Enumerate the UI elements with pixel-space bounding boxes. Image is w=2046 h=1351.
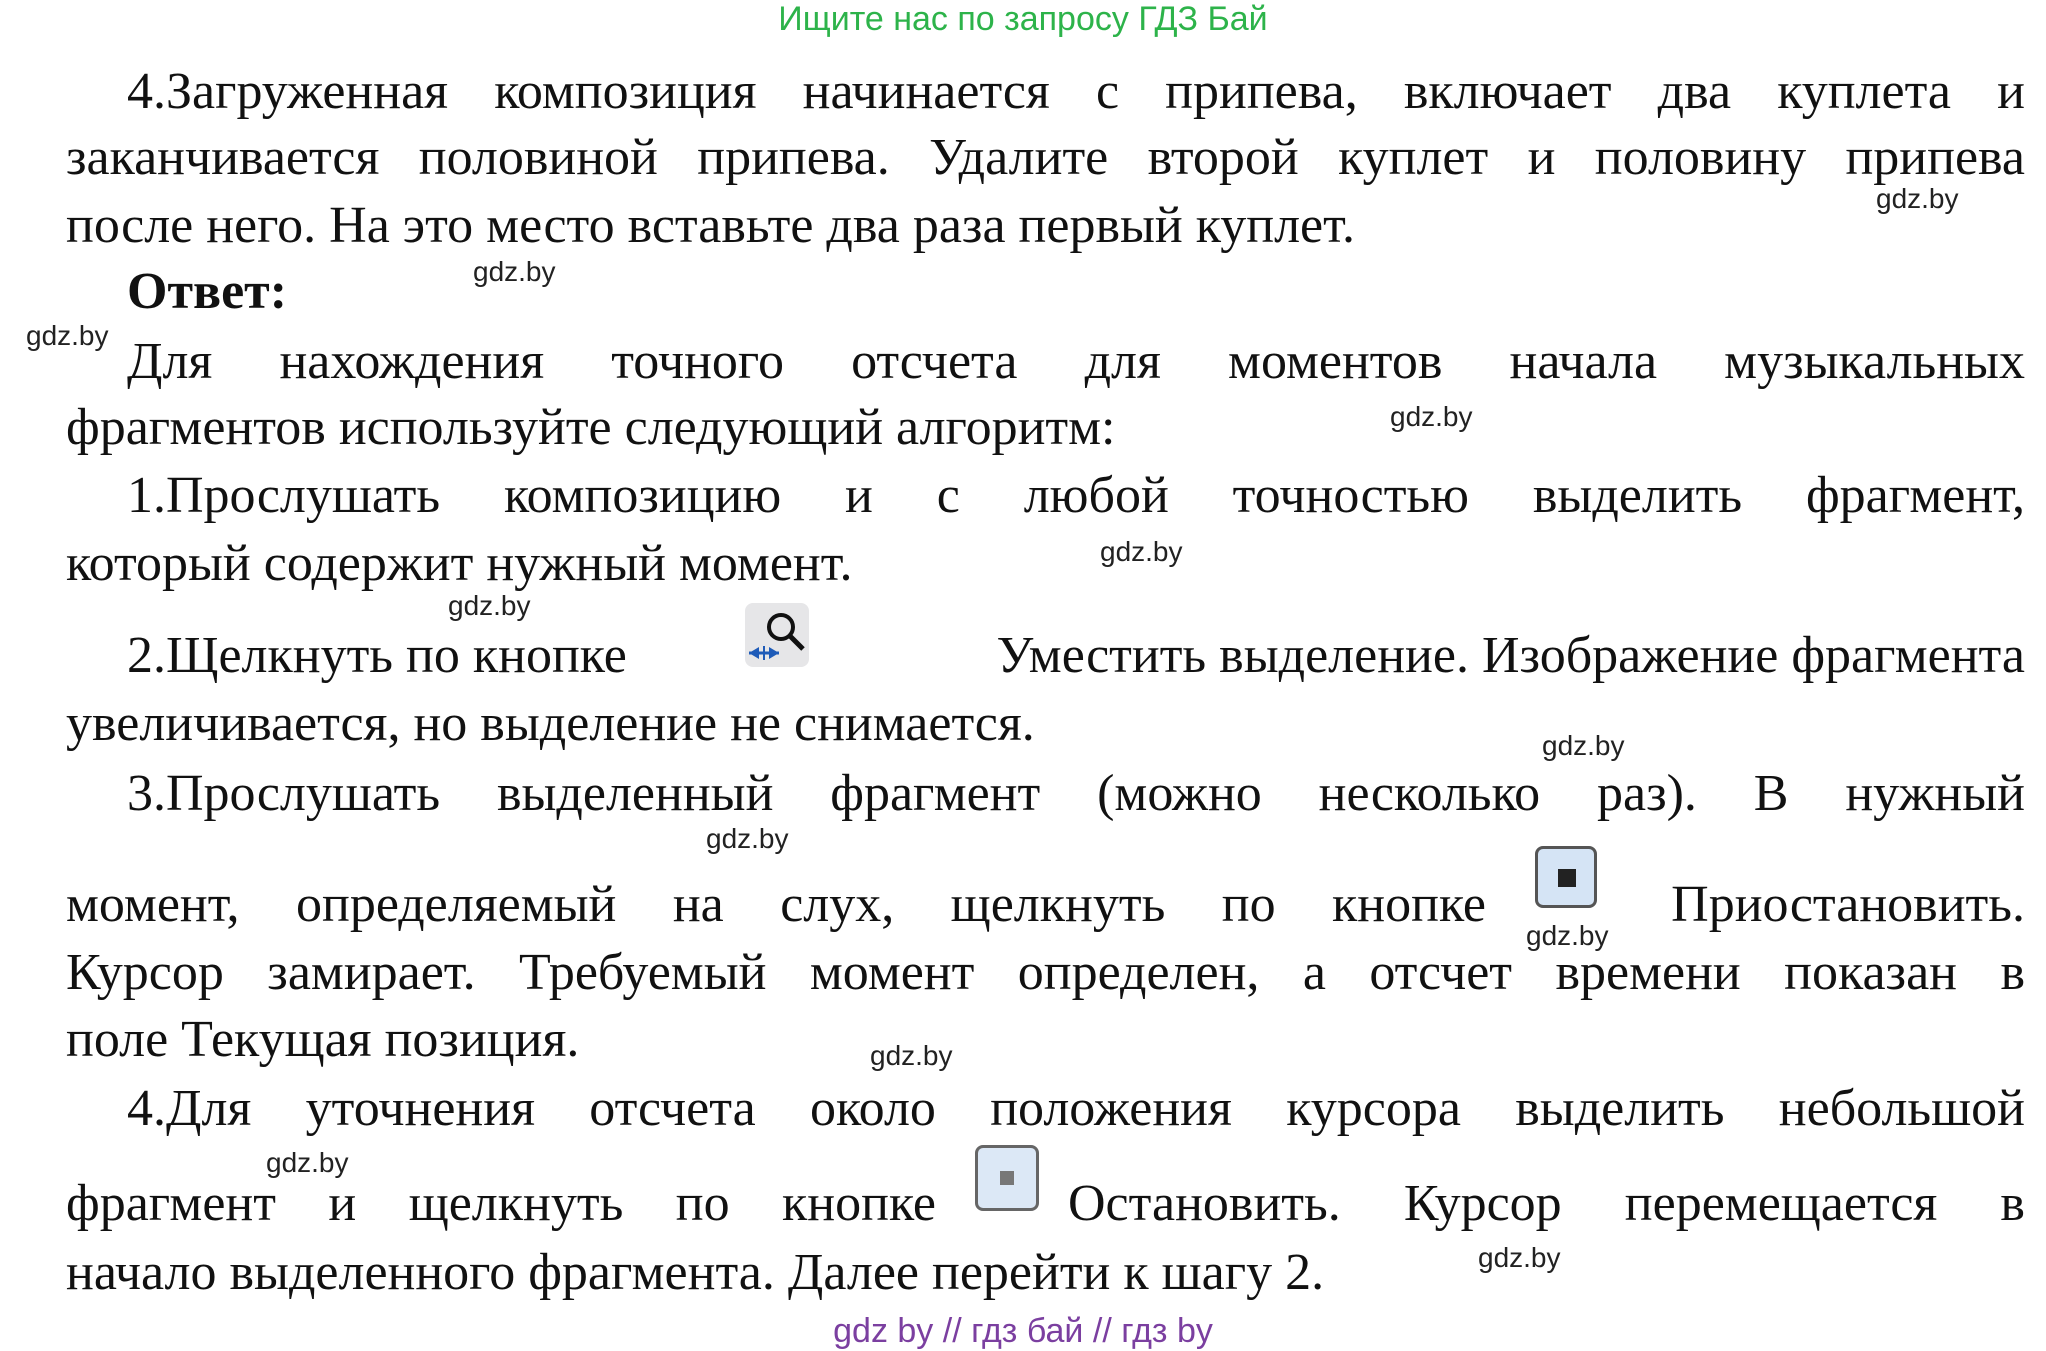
task-line: после него. На это место вставьте два раза первый куплет. — [66, 197, 1355, 254]
footer-banner: gdz by // гдз бай // гдз by — [833, 1312, 1213, 1350]
step4-before: фрагмент и щелкнуть по кнопке — [66, 1175, 936, 1232]
step1-line: 1.Прослушать композицию и с любой точностью выделить фрагмент, — [127, 467, 2025, 524]
watermark: gdz.by — [1478, 1242, 1561, 1273]
step1-line: который содержит нужный момент. — [66, 535, 853, 592]
zoom-to-selection-icon — [745, 603, 809, 667]
step4-line: начало выделенного фрагмента. Далее перейти к шагу 2. — [66, 1244, 1325, 1301]
step3-before: момент, определяемый на слух, щелкнуть по кнопке — [66, 876, 1486, 933]
watermark: gdz.by — [448, 590, 531, 621]
intro-line: фрагментов используйте следующий алгоритм: — [66, 399, 1116, 456]
watermark: gdz.by — [1390, 401, 1473, 432]
watermark: gdz.by — [26, 320, 109, 351]
stop-button-icon — [975, 1145, 1039, 1211]
step4-line: 4.Для уточнения отсчета около положения курсора выделить небольшой — [127, 1080, 2025, 1137]
step2-after: Уместить выделение. Изображение фрагмента — [996, 627, 2025, 684]
task-line: 4.Загруженная композиция начинается с припева, включает два куплета и — [127, 63, 2025, 120]
step2-before: 2.Щелкнуть по кнопке — [127, 627, 627, 684]
step4-after: Остановить. Курсор перемещается в — [1068, 1175, 2025, 1232]
step3-line: поле Текущая позиция. — [66, 1011, 580, 1068]
watermark: gdz.by — [870, 1040, 953, 1071]
pause-button-icon — [1535, 846, 1597, 908]
watermark: gdz.by — [473, 256, 556, 287]
step3-line: Курсор замирает. Требуемый момент определен, а отсчет времени показан в — [66, 944, 2025, 1001]
step3-after: Приостановить. — [1671, 876, 2025, 933]
watermark: gdz.by — [1100, 536, 1183, 567]
step3-line: 3.Прослушать выделенный фрагмент (можно несколько раз). В нужный — [127, 765, 2025, 822]
intro-line: Для нахождения точного отсчета для моментов начала музыкальных — [127, 333, 2025, 390]
step2-line: увеличивается, но выделение не снимается. — [66, 695, 1035, 752]
watermark: gdz.by — [1542, 730, 1625, 761]
header-banner: Ищите нас по запросу ГДЗ Бай — [778, 0, 1268, 38]
watermark: gdz.by — [706, 823, 789, 854]
watermark: gdz.by — [266, 1147, 349, 1178]
watermark: gdz.by — [1876, 183, 1959, 214]
task-line: заканчивается половиной припева. Удалите второй куплет и половину припева — [66, 129, 2025, 186]
watermark: gdz.by — [1526, 920, 1609, 951]
answer-label: Ответ: — [127, 263, 288, 320]
